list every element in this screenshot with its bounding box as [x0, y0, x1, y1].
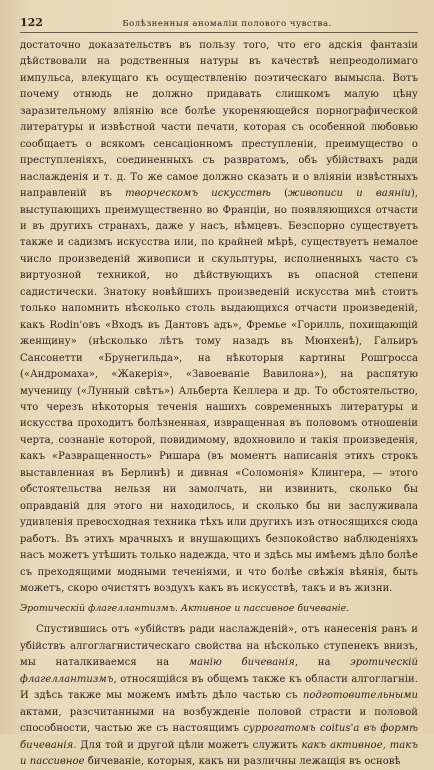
- emphasis: суррогатомъ coitus'а въ формѣ бичеванія: [20, 723, 418, 751]
- text-run: ), выступающихъ преимущественно во Франціи, но появляющихся отчасти и въ другихъ странахъ, даже у насъ, нѣмцевъ. Безспорно существуетъ также и садизмъ искусства или, по крайней мѣрѣ, существуетъ немалое число произведеній живописи и скульптуры, исполненныхъ часто съ виртуозной техникой, но дѣйствующихъ въ опасной степени садистически. Знатоку новѣйшихъ произведеній искусства мнѣ стоитъ только напомнить нѣсколько столь выдающихся отчасти произведеній, какъ Rodin'овъ «Входъ въ Дантовъ адъ», Фремье «Горилль, похищающій женщину» (нѣсколько лѣтъ тому назадъ въ Мюнхенѣ), Гальиръ Сансонетти «Брунегильда», на нѣкоторыя картины Рошгросса («Андромаха», «Жакерія», «Завоеваніе Вавилона»), на распятую мученицу («Лунный свѣтъ») Альберта Келлера и др. То обстоятельство, что черезъ нѣкоторыя теченія нашихъ современныхъ литературы и искусства проходитъ болѣзненная, извращенная въ половомъ отношеніи черта, сознаніе которой, повидимому, вдохновило и такія произведенія, какъ «Развращенность» Ришара (въ моментъ написанія этихъ строкъ выставленная въ Берлинѣ) и дивная «Соломонія» Клингера, — этого обстоятельства нельзя ни замолчать, ни извинить, сколько бы оправданій для этого ни находилось, и сколько бы ни заслуживала удивленія превосходная техника тѣхъ или другихъ изъ относящихся сюда работъ. Въ этихъ мрачныхъ и внушающихъ безпокойство наблюденіяхъ насъ можетъ утѣшить только надежда, что и здѣсь мы имѣемъ дѣло болѣе съ преходящими модными теченіями, и что болѣе свѣжія вѣянія, быть можетъ, скоро очистятъ воздухъ какъ въ искусствѣ, такъ и въ жизни.: [20, 188, 418, 594]
- emphasis: подготовительными: [302, 690, 418, 702]
- emphasis: эротическій флагеллантизмъ: [20, 657, 418, 685]
- page-header: [20, 16, 418, 33]
- text-run: , относящійся въ общемъ также къ области алгоглагніи. И здѣсь также мы можемъ имѣть дѣло частью съ: [20, 673, 418, 702]
- text-run: . Для той и другой цѣли можетъ служить: [73, 739, 302, 751]
- running-title: Болѣзненныя аномаліи полового чувства.: [122, 19, 332, 29]
- emphasis: живописи и ваяніи: [288, 188, 411, 200]
- text-run: (: [270, 188, 289, 200]
- text-run: бичеваніе, которыя, какъ ни различны лежащія въ основѣ: [84, 756, 401, 768]
- emphasis: манію бичеванія: [188, 657, 295, 669]
- section-subheading: Эротическій флагеллантизмъ. Активное и пассивное бичеваніе.: [20, 603, 350, 615]
- text-run: актами, разсчитанными на возбужденіе половой страсти и половой способности, частью же съ настоящимъ: [20, 706, 418, 735]
- text-run: достаточно доказательствъ въ пользу того, что его адскія фантазіи дѣйствовали на родственныя натуры въ качествѣ непреодолимаго импульса, влекущаго къ осуществленію поэтическаго вымысла. Вотъ почему отнюдь не должно придавать слишкомъ малую цѣну заразительному вліянію все болѣе укореняющейся порнографической литературы и извѣстной части печати, которая съ особенной любовью сообщаетъ о всякомъ сенсаціонномъ преступленіи, преимущество о преступленіяхъ, соединенныхъ съ развратомъ, объ убійствахъ ради наслажденія и т. д. То же самое должно сказать и о вліяніи извѣстныхъ направленій въ: [20, 40, 418, 200]
- paragraph-1: [20, 38, 418, 597]
- emphasis: творческомъ искусствѣ: [125, 188, 271, 200]
- text-run: Спустившись отъ «убійствъ ради наслажденій», отъ нанесенія ранъ и убійствъ алгоглагнистическаго свойства на нѣсколько ступенекъ внизъ, мы наталкиваемся на: [20, 624, 418, 669]
- text-run: , на: [294, 657, 351, 669]
- paragraph-2: [20, 622, 418, 770]
- page-number: 122: [20, 16, 43, 29]
- emphasis: какъ активное, такъ и пассивное: [20, 739, 418, 768]
